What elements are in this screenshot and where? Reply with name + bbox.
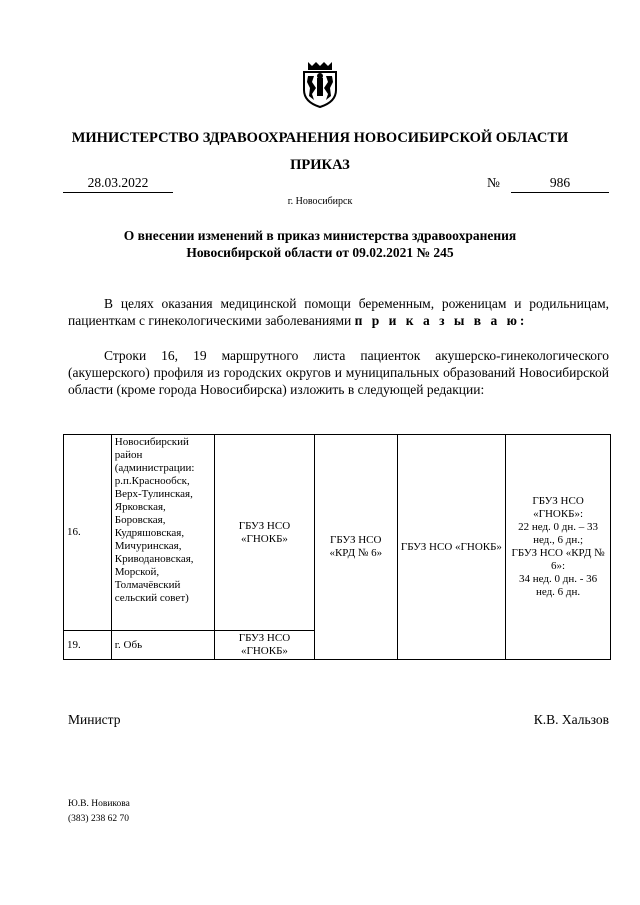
facility-cell: ГБУЗ НСО «КРД № 6» <box>314 435 397 660</box>
gestation-line: 22 нед. 0 дн. – 33 нед., 6 дн.; <box>518 521 599 546</box>
order-subject <box>80 227 560 261</box>
row-number: 19. <box>64 631 112 660</box>
number-sign: № <box>487 175 500 190</box>
subject-line-2: Новосибирской области от 09.02.2021 № 245 <box>186 245 454 260</box>
order-verb: п р и к а з ы в а ю: <box>354 313 528 328</box>
table-row <box>64 435 611 631</box>
gestation-cell <box>506 435 611 660</box>
executor-name: Ю.В. Новикова <box>68 799 130 809</box>
gestation-line: ГБУЗ НСО «КРД № 6»: <box>511 547 605 572</box>
route-table <box>63 434 611 660</box>
ministry-name: МИНИСТЕРСТВО ЗДРАВООХРАНЕНИЯ НОВОСИБИРСКОЙ ОБЛАСТИ <box>71 130 569 146</box>
city: г. Новосибирск <box>287 196 353 207</box>
novosibirsk-coat-of-arms-icon <box>300 60 340 108</box>
preamble-text: В целях оказания медицинской помощи беременным, роженицам и родильницам, пациенткам с гинекологическими заболеваниями <box>68 296 609 328</box>
signature-title: Министр <box>68 712 121 727</box>
area-cell: г. Обь <box>111 631 214 660</box>
facility-cell: ГБУЗ НСО «ГНОКБ» <box>397 435 506 660</box>
area-cell: Новосибирский район (администрации: р.п.Краснообск, Верх-Тулинская, Ярковская, Боровская, Кудряшовская, Мичуринская, Криводановская, Морской, Толмачёвский сельский совет) <box>111 435 214 631</box>
subject-line-1: О внесении изменений в приказ министерства здравоохранения <box>123 228 517 243</box>
facility-cell: ГБУЗ НСО «ГНОКБ» <box>215 435 315 631</box>
gestation-line: 34 нед. 0 дн. - 36 нед. 6 дн. <box>519 573 598 598</box>
order-date: 28.03.2022 <box>63 175 173 193</box>
paragraph-preamble <box>68 295 609 329</box>
gestation-line: ГБУЗ НСО «ГНОКБ»: <box>532 495 584 520</box>
order-title: ПРИКАЗ <box>290 157 350 173</box>
paragraph-main: Строки 16, 19 маршрутного листа пациенток акушерско-гинекологического (акушерского) профиля из городских округов и муниципальных образований Новосибирской области (кроме города Новосибирска) изложить в следующей редакции: <box>68 348 609 397</box>
facility-cell: ГБУЗ НСО «ГНОКБ» <box>215 631 315 660</box>
signature-name: К.В. Хальзов <box>533 712 609 727</box>
row-number: 16. <box>64 435 112 631</box>
executor-info <box>68 797 130 827</box>
order-number: 986 <box>511 175 609 193</box>
executor-phone: (383) 238 62 70 <box>68 814 129 824</box>
